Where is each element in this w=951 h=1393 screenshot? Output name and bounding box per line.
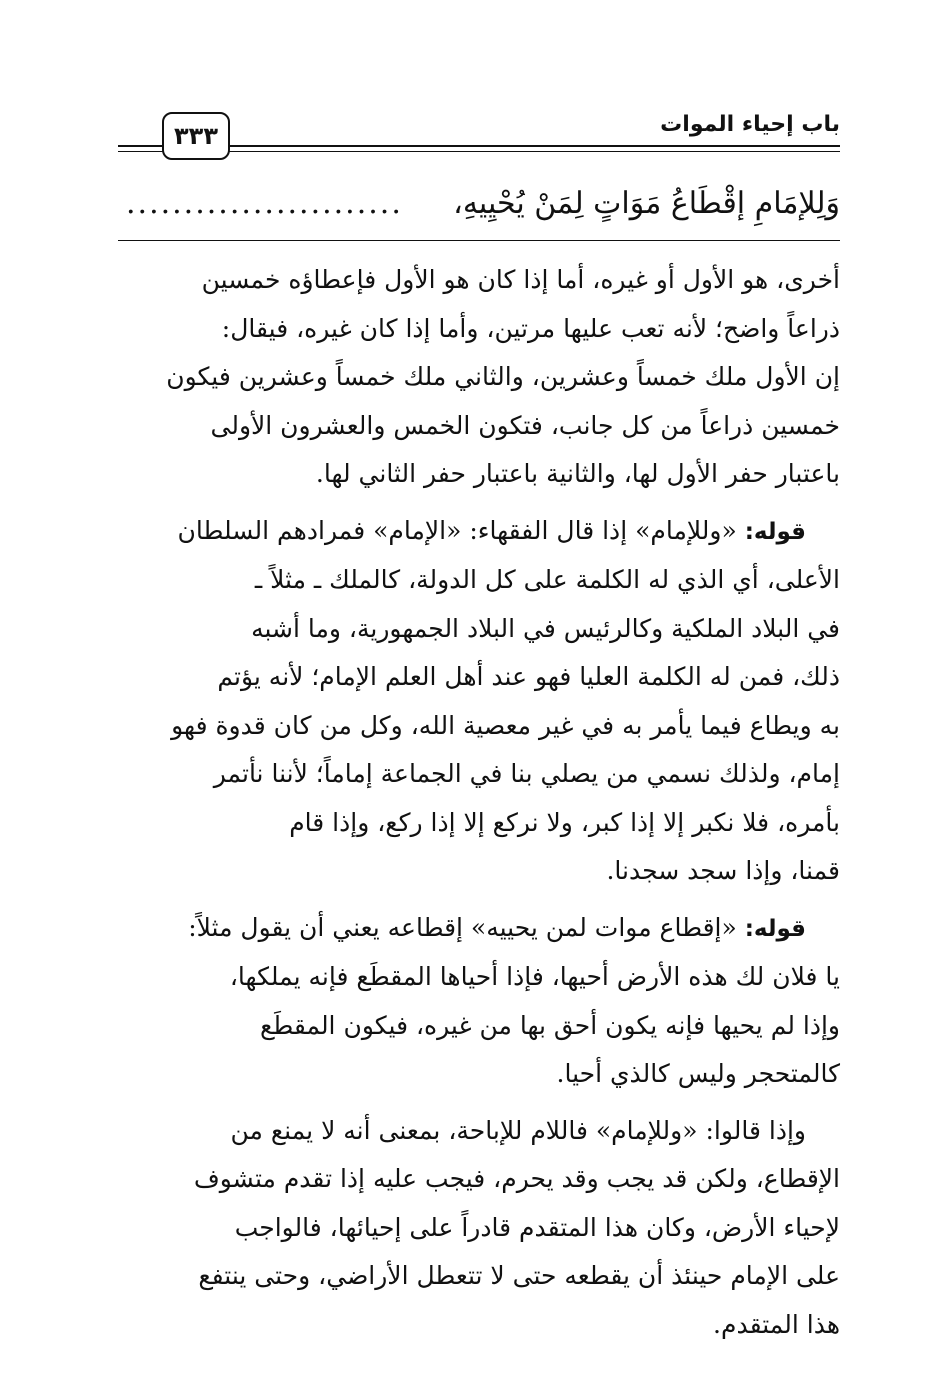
text-line: إمام، ولذلك نسمي من يصلي بنا في الجماعة إماماً؛ لأننا نأتمر (213, 759, 840, 788)
chapter-title: باب إحياء الموات (660, 112, 840, 137)
text-line: الإقطاع، ولكن قد يجب وقد يحرم، فيجب عليه إذا تقدم متشوف (193, 1164, 840, 1193)
page-number: ٣٣٣ (162, 112, 230, 160)
matn-text: وَلِلإمَامِ إقْطَاعُ مَوَاتٍ لِمَنْ يُحْيِيهِ، (453, 186, 840, 221)
paragraph (118, 904, 840, 1099)
text-line: على الإمام حينئذ أن يقطعه حتى لا تتعطل الأراضي، وحتى ينتفع (198, 1261, 840, 1290)
paragraph (118, 1107, 840, 1350)
text-line: قمنا، وإذا سجد سجدنا. (606, 856, 840, 885)
text-fragment: «إقطاع موات لمن يحييه» إقطاعه يعني أن يقول مثلاً: (188, 912, 737, 942)
matn-divider (118, 240, 840, 241)
text-line (118, 904, 840, 954)
qawluhu-label: قوله: (744, 915, 806, 942)
text-line: ذراعاً واضح؛ لأنه تعب عليها مرتين، وأما إذا كان غيره، فيقال: (221, 313, 840, 343)
page-header (118, 108, 840, 158)
commentary-body (118, 256, 840, 1357)
matn-line (118, 178, 840, 230)
text-line: به ويطاع فيما يأمر به في غير معصية الله، وكل من كان قدوة فهو (171, 710, 840, 740)
text-line: ذلك، فمن له الكلمة العليا فهو عند أهل العلم الإمام؛ لأنه يؤتم (217, 662, 840, 691)
text-line: خمسين ذراعاً من كل جانب، فتكون الخمس والعشرون الأولى (210, 410, 840, 440)
text-line: هذا المتقدم. (713, 1309, 840, 1339)
text-line: كالمتحجر وليس كالذي أحيا. (556, 1059, 840, 1088)
matn-dots: ........................ (126, 186, 403, 221)
text-line: أخرى، هو الأول أو غيره، أما إذا كان هو الأول فإعطاؤه خمسين (201, 265, 840, 294)
text-line: في البلاد الملكية وكالرئيس في البلاد الجمهورية، وما أشبه (251, 613, 840, 643)
text-line: لإحياء الأرض، وكان هذا المتقدم قادراً على إحيائها، فالواجب (234, 1212, 840, 1242)
paragraph (118, 256, 840, 499)
text-line: إن الأول ملك خمساً وعشرين، والثاني ملك خمساً وعشرين فيكون (166, 362, 840, 391)
qawluhu-label: قوله: (744, 518, 806, 545)
text-line: باعتبار حفر الأول لها، والثانية باعتبار حفر الثاني لها. (315, 459, 840, 488)
text-line (118, 507, 840, 557)
paragraph (118, 507, 840, 896)
text-fragment: «وللإمام» إذا قال الفقهاء: «الإمام» فمرادهم السلطان (177, 515, 737, 545)
text-line: وإذا قالوا: «وللإمام» فاللام للإباحة، بمعنى أنه لا يمنع من (230, 1115, 806, 1145)
text-line: الأعلى، أي الذي له الكلمة على كل الدولة، كالملك ـ مثلاً ـ (254, 565, 840, 594)
text-line: وإذا لم يحيها فإنه يكون أحق بها من غيره، فيكون المقطَع (260, 1010, 840, 1040)
text-line: يا فلان لك هذه الأرض أحيها، فإذا أحياها المقطَع فإنه يملكها، (229, 962, 840, 991)
text-line: بأمره، فلا نكبر إلا إذا كبر، ولا نركع إلا إذا ركع، وإذا قام (289, 807, 840, 837)
